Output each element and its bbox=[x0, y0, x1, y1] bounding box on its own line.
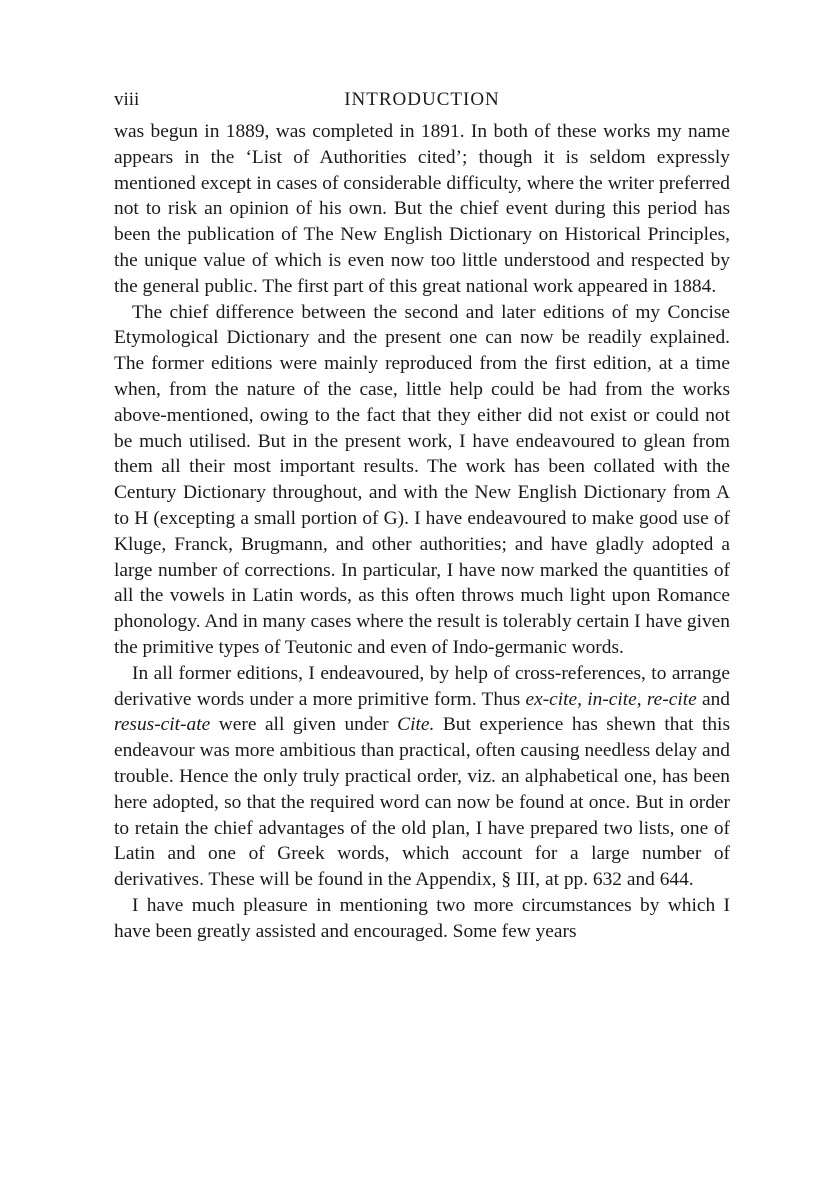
paragraph-4: I have much pleasure in mentioning two more circumstances by which I have been greatly assisted and encouraged. Some few years bbox=[114, 894, 730, 942]
page-header bbox=[114, 88, 730, 116]
paragraph-2: The chief difference between the second and later editions of my Concise Etymological Dictionary and the present one can now be readily explained. The former editions were mainly reproduced from the first edition, at a time when, from the nature of the case, little help could be had from the works above-mentioned, owing to the fact that they either did not exist or could not be much utilised. But in the present work, I have endeavoured to glean from them all their most important results. The work has been collated with the Century Dictionary throughout, and with the New English Dictionary from A to H (excepting a small portion of G). I have endeavoured to make good use of Kluge, Franck, Brugmann, and other authorities; and have gladly adopted a large number of corrections. In particular, I have now marked the quantities of all the vowels in Latin words, as this often throws much light upon Romance phonology. And in many cases where the result is tolerably certain I have given the primitive types of Teutonic and even of Indo-germanic words. bbox=[114, 301, 730, 658]
paragraph-3-text: In all former editions, I endeavoured, by help of cross-references, to arrange derivative words under a more primitive form. Thus bbox=[114, 662, 730, 710]
paragraph-3-italic-word: resus-cit-ate bbox=[114, 714, 211, 736]
page-number: viii bbox=[114, 89, 140, 110]
paragraph-3-text: But experience has shewn that this endeavour was more ambitious than practical, often causing needless delay and trouble. Hence the only truly practical order, viz. an alphabetical one, has been here adopted, so that the required word can now be found at once. But in order to retain the chief advantages of the old plan, I have prepared two lists, one of Latin and one of Greek words, which account for a large number of derivatives. These will be found in the Appendix, § III, at pp. 632 and 644. bbox=[114, 714, 730, 891]
running-head: INTRODUCTION bbox=[344, 89, 500, 110]
paragraph-3 bbox=[114, 661, 730, 893]
book-page bbox=[114, 88, 730, 945]
paragraph-3-italic-words: ex-cite, in-cite, re-cite bbox=[525, 688, 697, 710]
body-text bbox=[114, 119, 730, 945]
paragraph-3-italic-word: Cite. bbox=[397, 714, 435, 736]
paragraph-1: was begun in 1889, was completed in 1891. In both of these works my name appears in the ‘List of Authorities cited’; though it is seldom expressly mentioned except in cases of considerable difficulty, where the writer preferred not to risk an opinion of his own. But the chief event during this period has been the publication of The New English Dictionary on Historical Principles, the unique value of which is even now too little understood and respected by the general public. The first part of this great national work appeared in 1884. bbox=[114, 121, 730, 297]
paragraph-3-text: and bbox=[696, 688, 730, 710]
paragraph-3-text: were all given under bbox=[210, 714, 398, 736]
